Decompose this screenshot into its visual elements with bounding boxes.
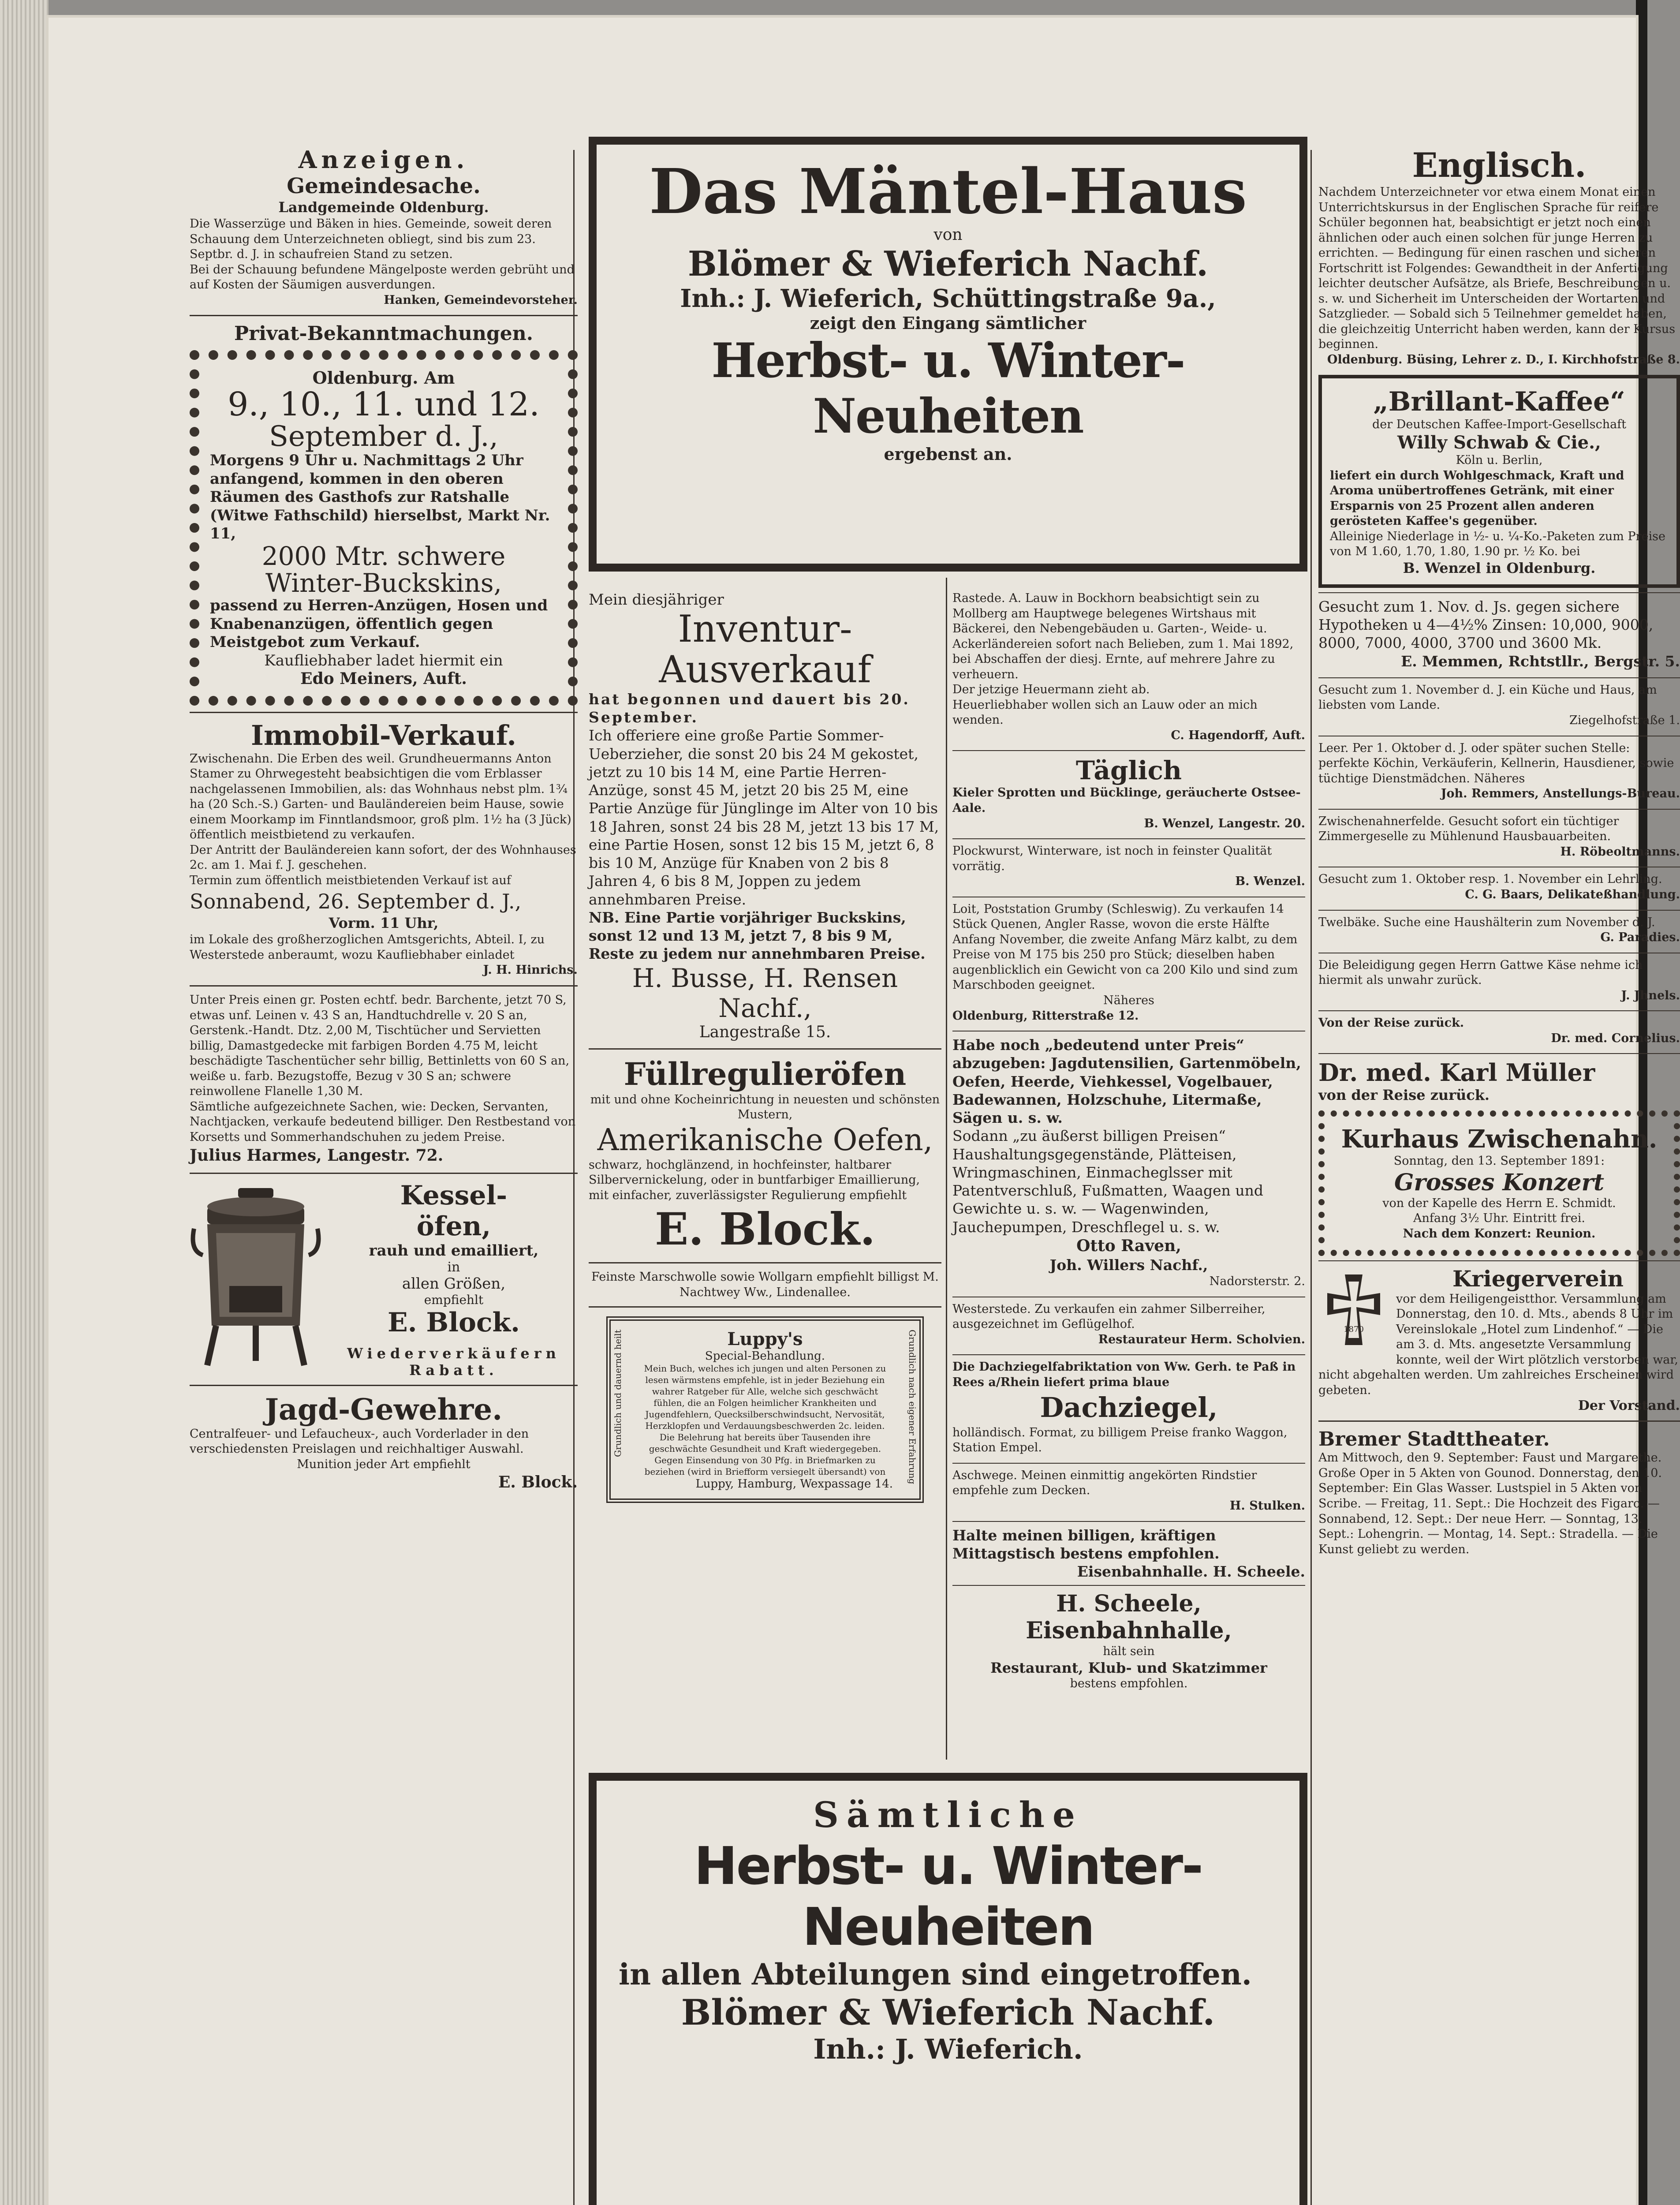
- ad-raven: [952, 1036, 1305, 1289]
- ad-title: Inventur-Ausverkauf: [659, 607, 871, 691]
- ad-signature: E. Block.: [387, 1307, 520, 1338]
- divider: [1318, 1420, 1680, 1422]
- ad-firm: Blömer & Wieferich Nachf.: [687, 244, 1209, 284]
- ad-side-text: Grundlich nach eigener Erfahrung: [907, 1330, 918, 1484]
- ad-cornelius: [1318, 1016, 1680, 1046]
- ad-headline: Herbst- u. Winter-Neuheiten: [711, 333, 1185, 444]
- divider: [952, 750, 1305, 751]
- ad-address: Langestraße 15.: [699, 1023, 831, 1041]
- ad-mantelhaus: [589, 137, 1307, 572]
- divider: [1318, 592, 1680, 593]
- book-edge-left: [0, 0, 49, 2205]
- ad-mueller: [1318, 1058, 1680, 1103]
- ad-signature: C. G. Baars, Delikateßhandlung.: [1465, 887, 1680, 901]
- divider: [1318, 1053, 1680, 1054]
- ad-text: Unter Preis einen gr. Posten echtf. bedr. Barchente, jetzt 70 S, etwas unf. Leinen v. 43 S an, Handtuchdrelle v. 20 S an, Gerstenk.-Handt. Dtz. 2,00 M, Tischtücher und Servietten billig, Damastgedecke mit farbigen Borden 4.75 M, leicht beschädigte Taschentücher sehr billig, Bettinletts von 60 S an, weiße u. farb. Bezugstoffe, Bezug v 30 S an; schwere reinwollene Flanelle 1,30 M.: [190, 993, 570, 1099]
- ad-text: Westerstede. Zu verkaufen ein zahmer Silberreiher, ausgezeichnet im Geflügelhof.: [952, 1302, 1266, 1331]
- ad-signature: Dr. med. Cornelius.: [1551, 1031, 1680, 1045]
- divider: [1318, 910, 1680, 911]
- ad-text: Am Mittwoch, den 9. September: Faust und Margarethe. Große Oper in 5 Akten von Gounod. Donnerstag, den 10. September: Ein Glas Wasser. Lustspiel in 5 Akten von Scribe. — Freitag, 11. Sept.: Die Hochzeit des Figaro. — Sonnabend, 12. Sept.: Der neue Herr. — Sonntag, 13. Sept.: Lohengrin. — Montag, 14. Sept.: Stradella. — Die Kunst geliebt zu werden.: [1318, 1451, 1662, 1556]
- ad-signature: E. Memmen, Rchtstllr., Bergstr. 5.: [1401, 652, 1680, 670]
- ad-saemtliche: [589, 1773, 1307, 2205]
- ad-month: September d. J.,: [269, 420, 498, 453]
- divider: [952, 1354, 1305, 1355]
- ad-text: Sodann „zu äußerst billigen Preisen“ Haushaltungsgegenstände, Plätteisen, Wringmaschinen, Einmacheglsser mit Patentverschluß, Fußmatten, Waagen und Gewichte u. s. w. — Wagenwinden, Jauchepumpen, Dreschflegel u. s. w.: [952, 1127, 1264, 1236]
- ad-text: Zwischenahnerfelde. Gesucht sofort ein tüchtiger Zimmergeselle zu Mühlenund Hausbauarbeiten.: [1318, 814, 1619, 844]
- ad-signature: H. Röbeoltmanns.: [1560, 845, 1680, 859]
- ad-title: Füllregulieröfen: [623, 1055, 907, 1092]
- heading-gemeindesache: Gemeindesache.: [287, 174, 481, 198]
- ad-text: hält sein: [1103, 1644, 1155, 1659]
- divider: [190, 315, 578, 316]
- column-middle-left: [589, 591, 941, 1512]
- ad-loit: [952, 902, 1305, 1024]
- ad-text: Sämtliche aufgezeichnete Sachen, wie: Decken, Servanten, Nachtjacken, verkaufe bedeutend billiger. Den Restbestand von Korsetts und Sommerhandschuhen zu jedem Preise.: [190, 1099, 576, 1144]
- ad-signature: Restaurateur Herm. Scholvien.: [1098, 1332, 1305, 1346]
- ad-signature: Der Vorstand.: [1578, 1398, 1680, 1414]
- divider: [1318, 677, 1680, 678]
- heading-privat: Privat-Bekanntmachungen.: [234, 322, 534, 345]
- divider: [190, 985, 578, 987]
- ad-text: in: [447, 1259, 460, 1275]
- ad-text: Restaurant, Klub- und Skatzimmer: [990, 1659, 1267, 1676]
- ad-title: Bremer Stadttheater.: [1318, 1428, 1550, 1451]
- ad-text: Halte meinen billigen, kräftigen Mittagstisch bestens empfohlen.: [952, 1526, 1220, 1562]
- ad-side-text: Grundlich und dauernd heilt: [612, 1330, 623, 1458]
- ad-headline: Herbst- u. Winter-Neuheiten: [694, 1835, 1202, 1957]
- ad-address: Nadorsterstr. 2.: [1209, 1274, 1305, 1289]
- ad-text: vor dem Heiligengeistthor. Versammlung am Donnerstag, den 10. d. Mts., abends 8 Uhr im Vereinslokale „Hotel zum Lindenhof.“ — Die am 3. d. Mts. angesetzte Versammlung konnte, weil der Wirt plötzlich verstorben war, nicht abgehalten werden. Um zahlreiches Erscheinen wird gebeten.: [1318, 1292, 1678, 1397]
- ad-title: Kurhaus Zwischenahn.: [1341, 1125, 1658, 1154]
- ad-text: Morgens 9 Uhr u. Nachmittags 2 Uhr anfangend, kommen in den oberen Räumen des Gasthofs zur Ratshalle (Witwe Fathschild) hierselbst, Markt Nr. 11,: [210, 452, 550, 542]
- ad-firm: Blömer & Wieferich Nachf.: [681, 1992, 1215, 2033]
- ad-text: zeigt den Eingang sämtlicher: [810, 313, 1086, 333]
- ad-text: Mein Buch, welches ich jungen und alten Personen zu lesen wärmstens empfehle, ist in jeder Beziehung ein wahrer Ratgeber für Alle, welche sich geschwächt fühlen, die an Folgen heimlicher Krankheiten und Jugendfehlern, Quecksilberschwindsucht, Nervosität, Herzklopfen und Verdauungsbeschwerden 2c. leiden. Die Belehrung hat bereits über Tausenden ihre geschwächte Gesundheit und Kraft wiedergegeben.: [644, 1363, 886, 1454]
- ad-signature: Joh. Remmers, Anstellungs-Bureau.: [1441, 787, 1680, 801]
- ad-jagd: [190, 1427, 578, 1493]
- ad-plock: [952, 844, 1305, 889]
- divider: [1318, 809, 1680, 810]
- ad-text: Gesucht zum 1. November d. J. ein Küche und Haus, am liebsten vom Lande.: [1318, 683, 1657, 712]
- ad-signature: H. Busse, H. Rensen Nachf.,: [632, 963, 898, 1023]
- ad-signature: Luppy, Hamburg, Wexpassage 14.: [695, 1477, 893, 1491]
- ad-title: Täglich: [1075, 755, 1182, 786]
- ad-scheele: [952, 1526, 1305, 1692]
- column-rule: [1310, 150, 1312, 2205]
- ad-signature: Oldenburg, Ritterstraße 12.: [952, 1009, 1139, 1023]
- divider: [589, 1306, 941, 1308]
- ad-title: Kriegerverein: [1452, 1265, 1624, 1292]
- ad-address: Ziegelhofstraße 1.: [1569, 714, 1680, 728]
- ad-text: Bei der Schauung befundene Mängelposte werden gebrüht und auf Kosten der Säumigen ausverdungen.: [190, 262, 575, 292]
- ad-signature: E. Block.: [498, 1473, 578, 1492]
- ad-text: mit und ohne Kocheinrichtung in neuesten und schönsten Mustern,: [590, 1092, 940, 1122]
- ad-text: Oldenburg. Am: [312, 368, 455, 388]
- ad-text: von: [933, 226, 963, 244]
- ad-jhnels: [1318, 958, 1680, 1004]
- ad-text: holländisch. Format, zu billigem Preise franko Waggon, Station Empel.: [952, 1425, 1288, 1455]
- divider: [589, 1048, 941, 1050]
- ad-firm: Willy Schwab & Cie.,: [1397, 432, 1601, 453]
- divider: [190, 1173, 578, 1174]
- ad-text: Rastede. A. Lauw in Bockhorn beabsichtigt sein zu Mollberg am Hauptwege belegenes Wirtshaus mit Bäckerei, den Nebengebäuden u. Garten-, Weide- u. Ackerländereien sofort nach Belieben, zum 1. Mai 1892, bei Abschaffen der diesj. Ernte, auf mehrere Jahre zu verheuern.: [952, 591, 1294, 681]
- ad-signature: Julius Harmes, Langestr. 72.: [190, 1146, 444, 1165]
- column-middle-bottom: [589, 1773, 1307, 2205]
- ad-signature: Oldenburg. Büsing, Lehrer z. D., I. Kirchhofstraße 8.: [1327, 353, 1680, 367]
- ad-meiners: [190, 350, 578, 705]
- ad-theater: [1318, 1428, 1680, 1557]
- ad-dachziegel: [952, 1360, 1305, 1456]
- heading-anzeigen: Anzeigen.: [298, 146, 469, 174]
- divider: [952, 1585, 1305, 1586]
- ad-luppy: [606, 1316, 924, 1503]
- ad-text: Gesucht zum 1. Oktober resp. 1. November ein Lehrling.: [1318, 872, 1662, 886]
- ad-text: Kieler Sprotten und Bücklinge, geräucherte Ostsee-Aale.: [952, 786, 1301, 815]
- ad-signature: Hanken, Gemeindevorsteher.: [384, 293, 578, 307]
- ad-mennen: [1318, 598, 1680, 670]
- ad-immobil: [190, 751, 578, 978]
- ad-signature: G. Paradies.: [1600, 931, 1680, 945]
- ad-text: liefert ein durch Wohlgeschmack, Kraft und Aroma unübertroffenes Getränk, mit einer Ersparnis von 25 Prozent allen anderen gerösteten Kaffee's gegenüber.: [1330, 468, 1624, 528]
- newspaper-page: [49, 18, 1680, 2205]
- heading-englisch: Englisch.: [1412, 146, 1587, 185]
- ad-text: Nachdem Unterzeichneter vor etwa einem Monat einen Unterrichtskursus in der Englischen Sprache für reifere Schüler begonnen hat, beabsichtigt er jetzt noch einen ähnlichen oder auch einen solchen für junge Herren zu errichten. — Bedingung für einen raschen und sicheren Fortschritt ist Folgendes: Gewandtheit in der Anfertigung leichter deutscher Aufsätze, als Briefe, Beschreibungen u. s. w. und Sicherheit im Unterscheiden der Wortarten und Satzglieder. — Sobald sich 5 Teilnehmer gemeldet haben, die gleichzeitig Unterricht haben werden, kann der Kursus beginnen.: [1318, 185, 1676, 351]
- ad-baars: [1318, 872, 1680, 902]
- ad-signature: J. H. Hinrichs.: [483, 963, 578, 977]
- ad-text: Leer. Per 1. Oktober d. J. oder später suchen Stelle: perfekte Köchin, Verkäuferin, Kellnerin, Hausdiener, sowie tüchtige Dienstmädchen. Näheres: [1318, 741, 1674, 785]
- ad-text: Der Antritt der Bauländereien kann sofort, der des Wohnhauses 2c. am 1. Mai f. J. geschehen.: [190, 843, 576, 872]
- ad-text: ergebenst an.: [884, 444, 1012, 464]
- ad-text: Von der Reise zurück.: [1318, 1016, 1464, 1030]
- ad-gesucht: [1318, 683, 1680, 729]
- ad-twelbaeke: [1318, 915, 1680, 946]
- ad-text: der Deutschen Kaffee-Import-Gesellschaft: [1372, 417, 1627, 431]
- ad-title: Sämtliche: [813, 1794, 1083, 1835]
- ad-zwischenahnerfelde: [1318, 814, 1680, 860]
- ad-title: Dr. med. Karl Müller: [1318, 1058, 1595, 1087]
- ad-text: NB. Eine Partie vorjähriger Buckskins, sonst 12 und 13 M, jetzt 7, 8 bis 9 M, Reste zu jedem nur annehmbaren Preise.: [589, 908, 926, 963]
- ad-kurhaus: [1318, 1110, 1680, 1256]
- ad-text: Termin zum öffentlich meistbietenden Verkauf ist auf: [190, 874, 511, 888]
- ad-date: Sonnabend, 26. September d. J.,: [190, 889, 522, 913]
- ad-text: Die Wasserzüge und Bäken in hies. Gemeinde, soweit deren Schauung dem Unterzeichneten obliegt, sind bis zum 23. Septbr. d. J. in schaufreien Stand zu setzen.: [190, 217, 552, 262]
- ad-text: empfiehlt: [424, 1292, 484, 1307]
- ad-text: Ich offeriere eine große Partie Sommer-Ueberzieher, die sonst 20 bis 24 M gekostet, jetzt zu 10 bis 14 M, eine Partie Herren-Anzüge, sonst 45 M, jetzt 20 bis 25 M, eine Partie Anzüge für Jünglinge im Alter von 10 bis 18 Jahren, sonst 24 bis 28 M, jetzt 13 bis 17 M, eine Partie Hosen, sonst 12 bis 15 M, jetzt 6, 8 bis 10 M, Anzüge für Knaben von 2 bis 8 Jahren 4, 6 bis 8 M, Joppen zu jedem annehmbaren Preise.: [589, 727, 939, 908]
- ad-text: Munition jeder Art empfiehlt: [297, 1457, 470, 1471]
- ad-text: Heuerliebhaber wollen sich an Lauw oder an mich wenden.: [952, 698, 1258, 727]
- ad-text: passend zu Herren-Anzügen, Hosen und Knabenanzügen, öffentlich gegen Meistgebot zum Verkauf.: [210, 597, 548, 651]
- ad-text: hat begonnen und dauert bis 20. September.: [589, 690, 910, 726]
- ad-text: Nach dem Konzert: Reunion.: [1403, 1226, 1596, 1241]
- ad-text: von der Reise zurück.: [1318, 1087, 1490, 1104]
- ad-title: öfen,: [416, 1211, 491, 1242]
- ad-kessel: [190, 1180, 578, 1338]
- ad-text: Twelbäke. Suche eine Haushälterin zum November d. J.: [1318, 915, 1655, 929]
- ad-title: Amerikanische Oefen,: [597, 1122, 933, 1158]
- ad-aschwege: [952, 1468, 1305, 1514]
- ad-text: Die Beleidigung gegen Herrn Gattwe Käse nehme ich hiermit als unwahr zurück.: [1318, 958, 1643, 987]
- column-rule: [946, 578, 947, 1760]
- kettle-stove-icon: [190, 1180, 322, 1370]
- cross-year: 1870: [1344, 1324, 1364, 1334]
- ad-text: schwarz, hochglänzend, in hochfeinster, haltbarer Silbervernickelung, oder in buntfarbiger Emaillierung, mit einfacher, zuverlässigster Regulierung empfiehlt: [589, 1158, 920, 1202]
- ad-title: „Brillant-Kaffee“: [1373, 386, 1625, 417]
- ad-text: Alleinige Niederlage in ½- u. ¼-Ko.-Paketen zum Preise von M 1.60, 1.70, 1.80, 1.90 pr. ½ Ko. bei: [1330, 529, 1666, 559]
- divider: [1318, 1260, 1680, 1261]
- ad-englisch: [1318, 185, 1680, 368]
- ad-text: allen Größen,: [402, 1274, 506, 1293]
- ad-fuell: [589, 1056, 941, 1256]
- ad-subtitle: Special-Behandlung.: [705, 1349, 825, 1363]
- ad-text: im Lokale des großherzoglichen Amtsgerichts, Abteil. I, zu Westerstede anberaumt, wozu Kaufliebhaber einladet: [190, 933, 545, 962]
- ad-kriegerverein: [1318, 1266, 1680, 1414]
- ad-signature: Eisenbahnhalle. H. Scheele.: [1077, 1563, 1305, 1580]
- divider: [952, 1463, 1305, 1464]
- heading-immobil: Immobil-Verkauf.: [250, 719, 517, 751]
- ad-signature: B. Wenzel in Oldenburg.: [1403, 559, 1596, 576]
- column-right: [1318, 146, 1680, 1564]
- ad-text: Kaufliebhaber ladet hiermit ein: [264, 651, 503, 669]
- ad-text: Aschwege. Meinen einmittig angekörten Rindstier empfehle zum Decken.: [952, 1468, 1257, 1498]
- ad-title: Luppy's: [727, 1329, 803, 1350]
- ad-westerstede: [952, 1302, 1305, 1348]
- ad-text: Gesucht zum 1. Nov. d. Js. gegen sichere Hypotheken u 4—4½% Zinsen: 10,000, 9000, 8000, 7000, 4000, 3700 und 3600 Mk.: [1318, 598, 1654, 652]
- ad-signature: E. Block.: [654, 1203, 876, 1256]
- ad-title: Kessel-: [400, 1180, 508, 1211]
- divider: [952, 1521, 1305, 1522]
- ad-signature: C. Hagendorff, Auft.: [1171, 728, 1305, 742]
- divider: [589, 1262, 941, 1263]
- ad-text: rauh und emailliert,: [369, 1241, 539, 1259]
- ad-title: Das Mäntel-Haus: [649, 156, 1247, 228]
- ad-time: Vorm. 11 Uhr,: [329, 915, 439, 932]
- divider: [190, 1385, 578, 1386]
- ad-text: Zwischenahn. Die Erben des weil. Grundheuermanns Anton Stamer zu Ohrwegesteht beabsichtigen die vom Erblasser nachgelassenen Immobilien, als: das Wohnhaus nebst plm. 1¾ ha (20 Sch.-S.) Garten- und Bauländereien beim Hause, sowie einem Moorkamp im Finntlandsmoor, groß plm. 1½ ha (3 Jück) öffentlich meistbietend zu verkaufen.: [190, 751, 571, 842]
- ad-harmes: [190, 993, 578, 1166]
- ad-owner: Inh.: J. Wieferich, Schüttingstraße 9a.,: [680, 284, 1216, 313]
- column-middle-top: [589, 137, 1307, 572]
- ad-time: Anfang 3½ Uhr. Eintritt frei.: [1413, 1211, 1585, 1226]
- ad-text: in allen Abteilungen sind eingetroffen.: [619, 1957, 1252, 1992]
- ad-dates: 9., 10., 11. und 12.: [228, 385, 540, 424]
- ad-owner: Inh.: J. Wieferich.: [813, 2033, 1083, 2065]
- ad-title: Dachziegel,: [1040, 1391, 1218, 1424]
- ad-product: Winter-Buckskins,: [265, 568, 502, 598]
- ad-signature: B. Wenzel.: [1235, 875, 1305, 889]
- divider: [952, 838, 1305, 839]
- ad-quantity: 2000 Mtr. schwere: [261, 541, 506, 572]
- ad-text: Habe noch „bedeutend unter Preis“ abzugeben: Jagdutensilien, Gartenmöbeln, Oefen, Heerde, Viehkessel, Vogelbauer, Badewannen, Holzschuhe, Litermaße, Sägen u. s. w.: [952, 1036, 1301, 1127]
- ad-gemeinde: [190, 198, 578, 308]
- ad-lauw: [952, 591, 1305, 743]
- ad-text: bestens empfohlen.: [1070, 1676, 1188, 1690]
- ad-text: Die Dachziegelfabriktation von Ww. Gerh. te Paß in Rees a/Rhein liefert prima blaue: [952, 1360, 1296, 1389]
- ad-nachtwey: Feinste Marschwolle sowie Wollgarn empfiehlt billigst M. Nachtwey Ww., Lindenallee.: [591, 1270, 939, 1299]
- ad-leer: [1318, 741, 1680, 802]
- ad-taeglich: [952, 785, 1305, 831]
- heading-jagd: Jagd-Gewehre.: [265, 1392, 503, 1427]
- ad-text: Der jetzige Heuermann zieht ab.: [952, 683, 1150, 697]
- ad-text: Näheres: [1103, 994, 1154, 1008]
- ad-footer: Wiederverkäufern Rabatt.: [347, 1345, 560, 1379]
- ad-title: Landgemeinde Oldenburg.: [278, 199, 489, 216]
- ad-text: Plockwurst, Winterware, ist noch in feinster Qualität vorrätig.: [952, 844, 1272, 873]
- ad-event: Grosses Konzert: [1394, 1169, 1605, 1196]
- ad-signature: Joh. Willers Nachf.,: [1049, 1256, 1208, 1274]
- column-left: [190, 146, 578, 1499]
- ad-text: Centralfeuer- und Lefaucheux-, auch Vorderlader in den verschiedensten Preislagen und reichhaltiger Auswahl.: [190, 1427, 529, 1456]
- ad-signature: Edo Meiners, Auft.: [300, 669, 467, 688]
- column-middle-right: [952, 591, 1305, 1698]
- ad-text: von der Kapelle des Herrn E. Schmidt.: [1382, 1196, 1616, 1210]
- ad-text: Loit, Poststation Grumby (Schleswig). Zu verkaufen 14 Stück Quenen, Angler Rasse, wovon die erste Hälfte Anfang November, die zweite Anfang März kalbt, zu dem Preise von M 175 bis 250 pro Stück; dieselben haben augenblicklich ein Gewicht von ca 200 Kilo und sind zum Marschboden geeignet.: [952, 902, 1298, 992]
- ad-text: Köln u. Berlin,: [1456, 453, 1543, 467]
- ad-text: Mein diesjähriger: [589, 591, 724, 609]
- iron-cross-icon: [1318, 1266, 1389, 1354]
- ad-text: Gegen Einsendung von 30 Pfg. in Briefmarken zu beziehen (wird in Briefform versiegelt übersandt) von: [644, 1455, 886, 1477]
- divider: [190, 712, 578, 713]
- ad-signature: Otto Raven,: [1076, 1236, 1181, 1255]
- ad-signature: B. Wenzel, Langestr. 20.: [1144, 816, 1305, 830]
- ad-date: Sonntag, den 13. September 1891:: [1393, 1154, 1605, 1168]
- ad-title: H. Scheele, Eisenbahnhalle,: [1026, 1590, 1232, 1644]
- ad-signature: J. Jhnels.: [1621, 988, 1680, 1002]
- divider: [1318, 1010, 1680, 1011]
- ad-busse: [589, 591, 941, 1041]
- ad-signature: H. Stulken.: [1229, 1499, 1305, 1513]
- ad-kaffee: [1318, 375, 1680, 588]
